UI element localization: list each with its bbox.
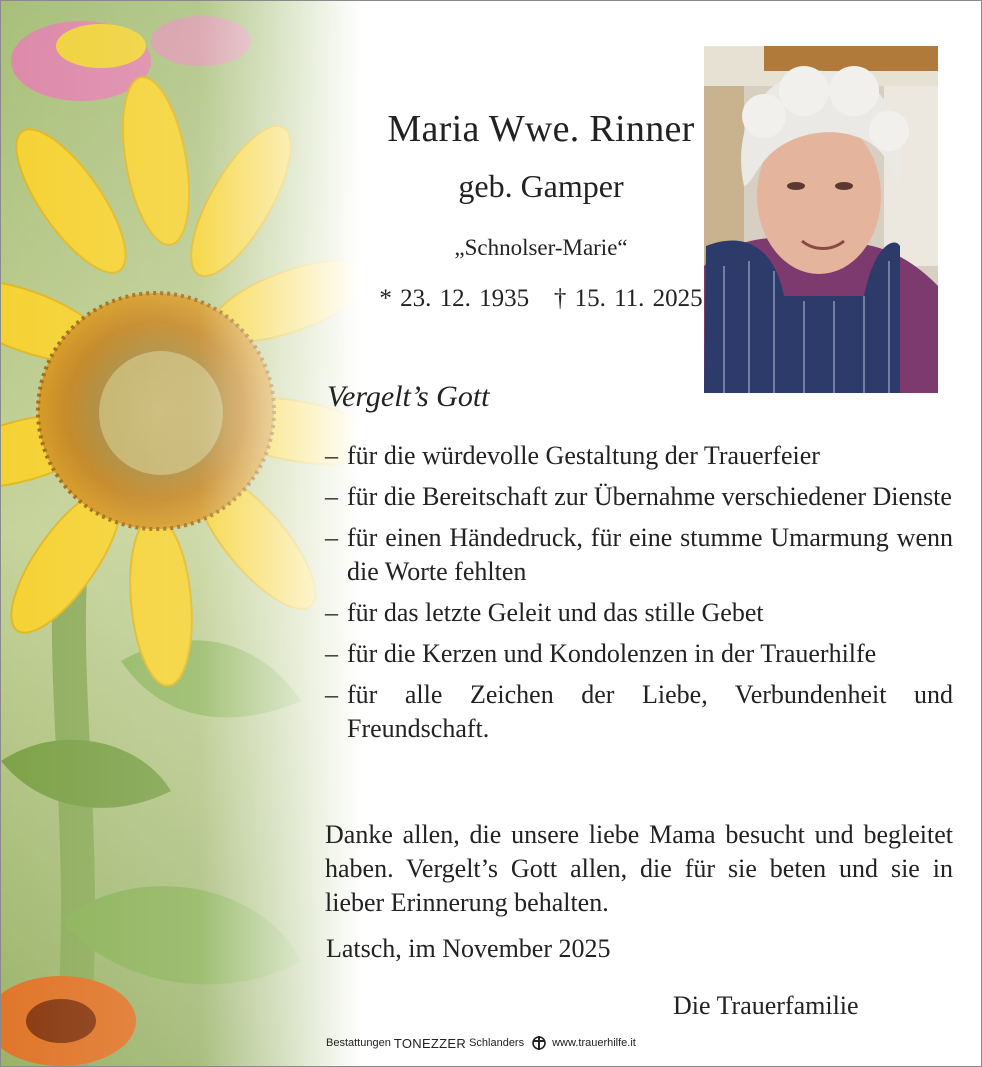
- list-item: [325, 439, 953, 473]
- footer-brand: TONEZZER: [393, 1035, 467, 1051]
- list-item: [325, 637, 953, 671]
- footer: [326, 1035, 636, 1051]
- list-item: [325, 678, 953, 746]
- footer-suffix: Schlanders: [469, 1037, 525, 1049]
- maiden-name: geb. Gamper: [458, 168, 624, 204]
- closing-paragraph: Danke allen, die unsere liebe Mama besucht und begleitet haben. Vergelt’s Gott allen, die für sie beten und sie in lieber Erinnerung behalten.: [325, 820, 953, 917]
- nickname: „Schnolser-Marie“: [454, 235, 628, 260]
- list-item-text: für die Bereitschaft zur Übernahme verschiedener Dienste: [347, 482, 952, 511]
- list-item-text: für alle Zeichen der Liebe, Verbundenheit und Freundschaft.: [347, 680, 953, 743]
- list-item-text: für einen Händedruck, für eine stumme Umarmung wenn die Worte fehlten: [347, 523, 953, 586]
- list-item: [325, 596, 953, 630]
- portrait-photo: [704, 46, 938, 393]
- list-item-text: für die Kerzen und Kondolenzen in der Trauerhilfe: [347, 639, 877, 668]
- footer-website-link[interactable]: www.trauerhilfe.it: [552, 1037, 636, 1049]
- dash-bullet: –: [325, 639, 338, 668]
- dash-bullet: –: [325, 680, 338, 709]
- signature: Die Trauerfamilie: [673, 991, 859, 1020]
- thanks-list: [325, 439, 953, 753]
- dash-bullet: –: [325, 598, 338, 627]
- sunflower-background-image: [1, 1, 361, 1066]
- list-item-text: für die würdevolle Gestaltung der Trauerfeier: [347, 441, 820, 470]
- trauerhilfe-logo-icon: [530, 1035, 548, 1051]
- footer-prefix: Bestattungen: [326, 1037, 391, 1049]
- dash-bullet: –: [325, 441, 338, 470]
- deceased-name: Maria Wwe. Rinner: [387, 108, 695, 150]
- list-item: [325, 521, 953, 589]
- dash-bullet: –: [325, 482, 338, 511]
- list-item-text: für das letzte Geleit und das stille Gebet: [347, 598, 764, 627]
- thanks-heading: Vergelt’s Gott: [327, 380, 490, 413]
- dash-bullet: –: [325, 523, 338, 552]
- list-item: [325, 480, 953, 514]
- life-dates: * 23. 12. 1935 † 15. 11. 2025: [379, 285, 703, 312]
- place-date: Latsch, im November 2025: [326, 934, 611, 963]
